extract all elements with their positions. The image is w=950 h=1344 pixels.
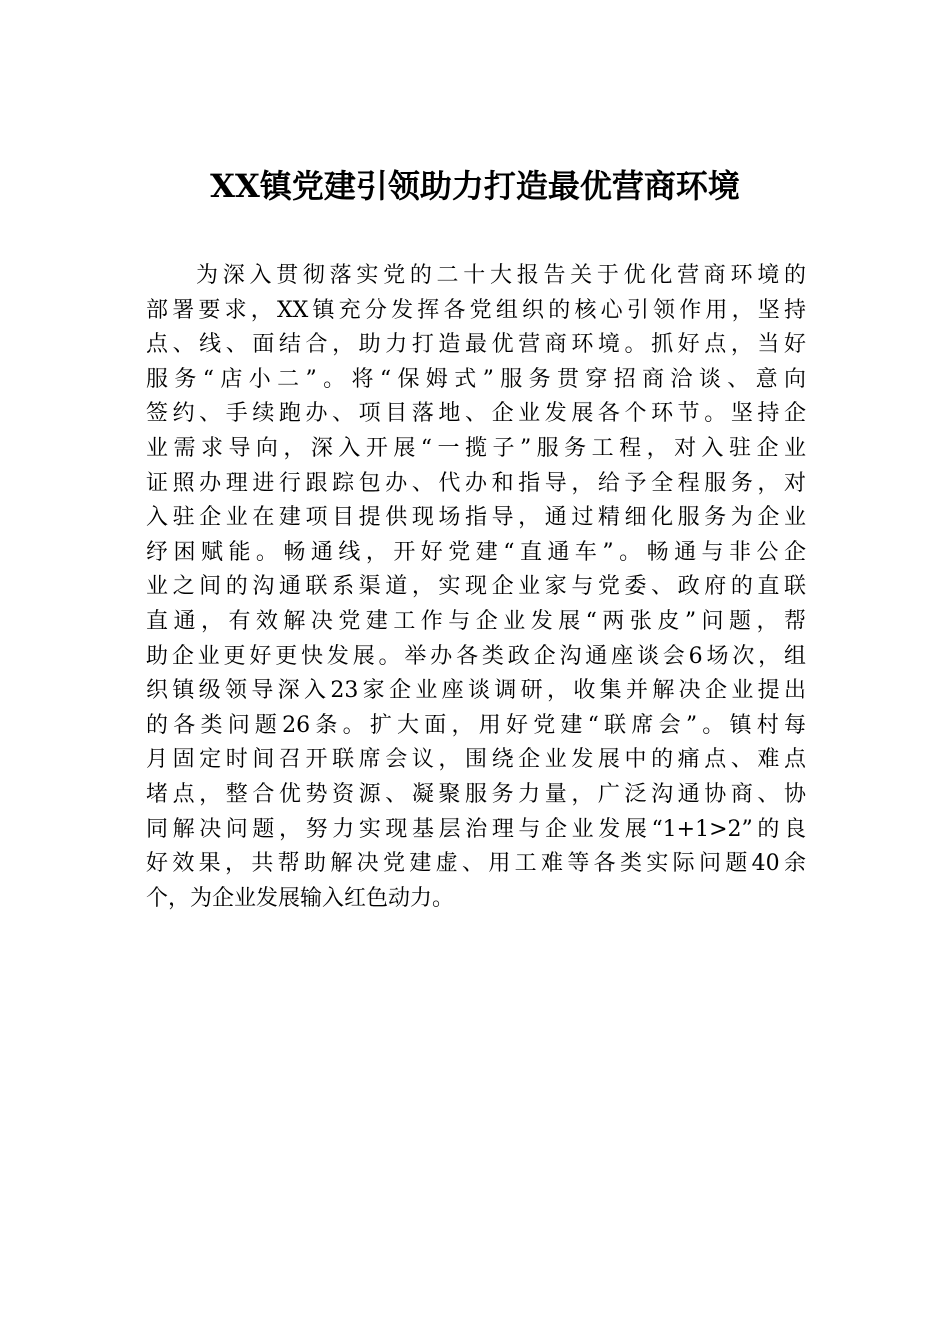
paragraph-line: 入驻企业在建项目提供现场指导，通过精细化服务为企业: [146, 505, 806, 531]
paragraph-line: 纾困赋能。畅通线，开好党建“直通车”。畅通与非公企: [146, 539, 806, 565]
paragraph-line: 助企业更好更快发展。举办各类政企沟通座谈会6场次，组: [146, 643, 806, 669]
paragraph-line: 直通，有效解决党建工作与企业发展“两张皮”问题，帮: [146, 608, 806, 634]
paragraph-line: 部署要求，XX镇充分发挥各党组织的核心引领作用，坚持: [146, 297, 806, 323]
paragraph-line: 好效果，共帮助解决党建虚、用工难等各类实际问题40余: [146, 851, 806, 877]
paragraph-line: 织镇级领导深入23家企业座谈调研，收集并解决企业提出: [146, 678, 806, 704]
paragraph-line: 月固定时间召开联席会议，围绕企业发展中的痛点、难点: [146, 747, 806, 773]
paragraph-line: 个，为企业发展输入红色动力。: [146, 885, 455, 911]
paragraph-line: 的各类问题26条。扩大面，用好党建“联席会”。镇村每: [146, 712, 806, 738]
paragraph-line: 业需求导向，深入开展“一揽子”服务工程，对入驻企业: [146, 435, 806, 461]
paragraph-line: 为深入贯彻落实党的二十大报告关于优化营商环境的: [196, 263, 806, 288]
paragraph-line: 业之间的沟通联系渠道，实现企业家与党委、政府的直联: [146, 574, 806, 600]
paragraph-line: 同解决问题，努力实现基层治理与企业发展“1+1>2”的良: [146, 816, 806, 842]
paragraph-line: 堵点，整合优势资源、凝聚服务力量，广泛沟通协商、协: [146, 781, 806, 807]
paragraph-line: 点、线、面结合，助力打造最优营商环境。抓好点，当好: [146, 332, 806, 358]
paragraph-line: 签约、手续跑办、项目落地、企业发展各个环节。坚持企: [146, 401, 806, 427]
document-body: [146, 259, 806, 916]
paragraph-line: 证照办理进行跟踪包办、代办和指导，给予全程服务，对: [146, 470, 806, 496]
paragraph-line: 服务“店小二”。将“保姆式”服务贯穿招商洽谈、意向: [146, 366, 806, 392]
document-title: XX镇党建引领助力打造最优营商环境: [210, 167, 740, 205]
